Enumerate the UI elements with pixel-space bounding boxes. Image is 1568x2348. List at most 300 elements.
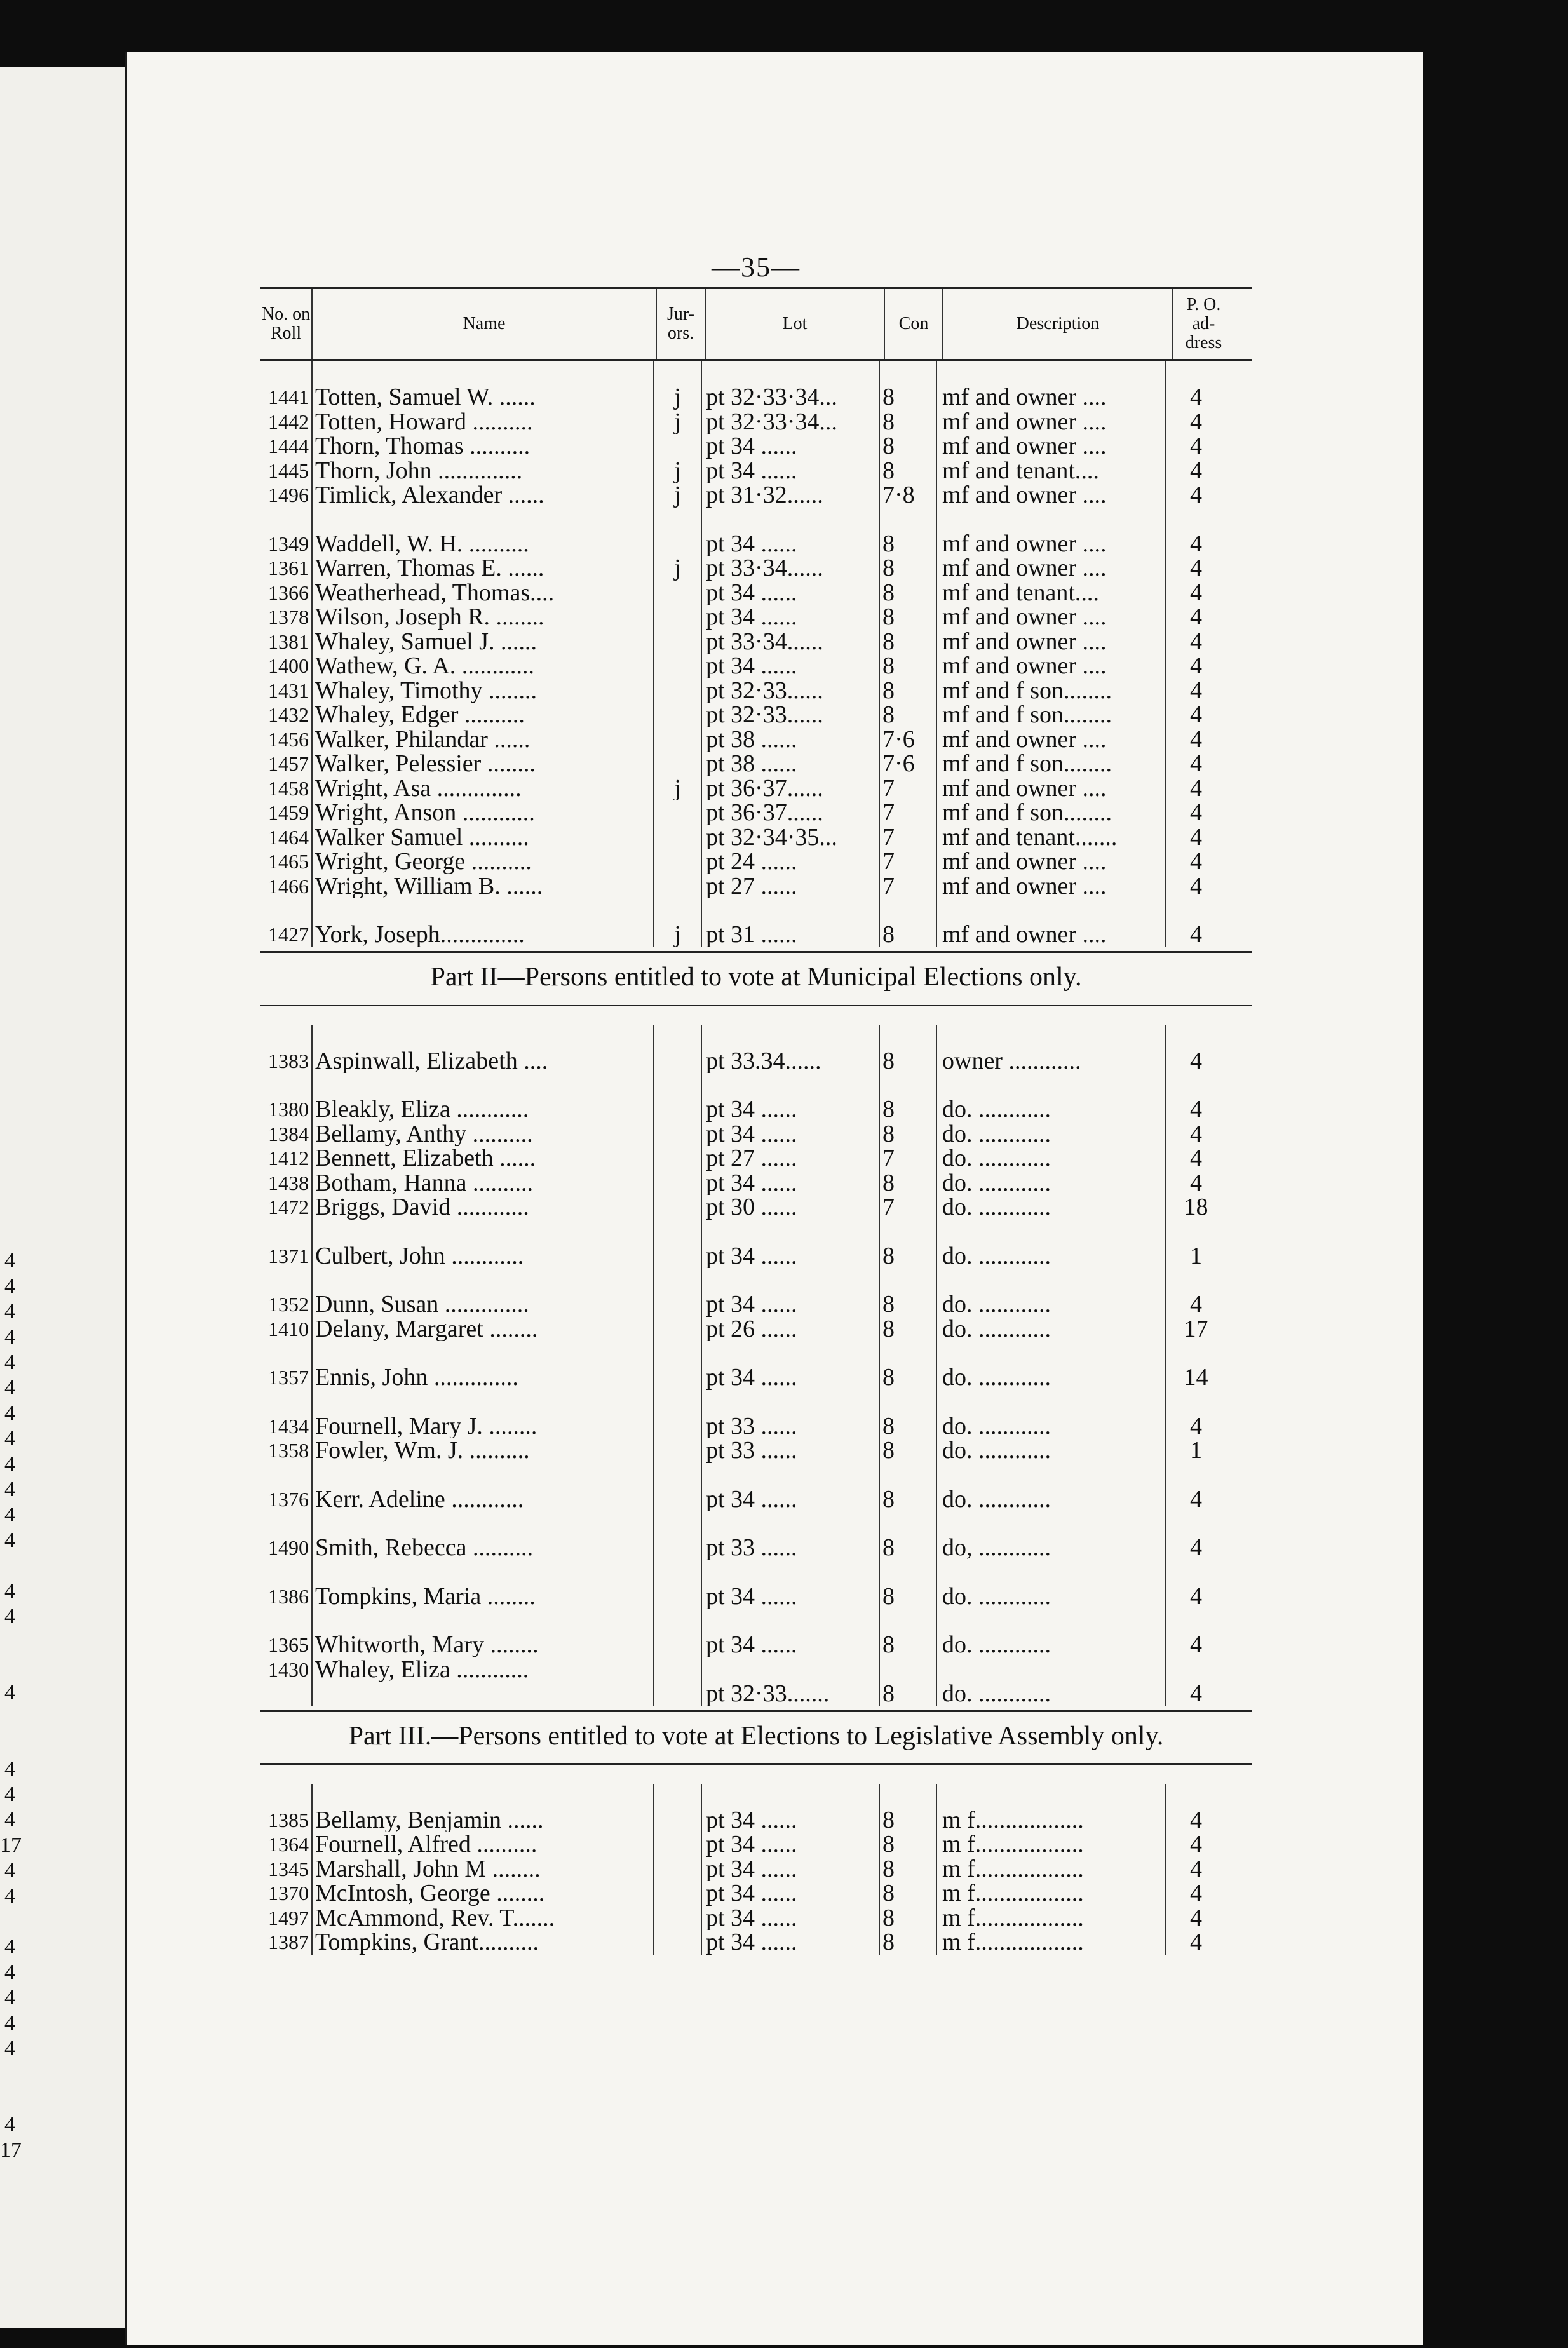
- roll-number: 1466: [268, 874, 309, 898]
- description: do. ............: [937, 1171, 1166, 1196]
- table-row: [260, 752, 1252, 776]
- part1-rows: [260, 361, 1252, 947]
- lot-number: pt 27 ......: [702, 1146, 880, 1171]
- lot-number: pt 34 ......: [702, 1171, 880, 1196]
- roll-number: 1385: [268, 1808, 309, 1832]
- facing-page-number: [0, 2061, 15, 2087]
- lot-number: pt 34 ......: [702, 1808, 880, 1833]
- juror-mark: [654, 1657, 702, 1682]
- lot-number: pt 31 ......: [702, 922, 880, 947]
- po-address: 4: [1190, 1633, 1202, 1657]
- table-row: [260, 1881, 1252, 1906]
- voter-name: Wilson, Joseph R. ........: [311, 605, 654, 630]
- concession: 7: [880, 800, 937, 825]
- roll-number: 1378: [268, 605, 309, 628]
- po-address: 4: [1190, 1682, 1202, 1706]
- part3-rows: [260, 1784, 1252, 1955]
- po-address: 4: [1190, 1535, 1202, 1560]
- lot-number: [702, 1657, 880, 1682]
- description: do. ............: [937, 1584, 1166, 1609]
- voter-name: Wathew, G. A. ............: [311, 654, 654, 678]
- juror-mark: [654, 1808, 702, 1833]
- po-address: 4: [1190, 776, 1202, 800]
- concession: 8: [880, 385, 937, 410]
- juror-mark: [654, 1930, 702, 1955]
- po-address: 17: [1184, 1316, 1208, 1341]
- facing-page-number: 4: [4, 1808, 15, 1832]
- roll-number: 1376: [268, 1487, 309, 1511]
- facing-page-number: 4: [4, 1935, 15, 1959]
- concession: 8: [880, 1857, 937, 1882]
- voter-name: Thorn, Thomas ..........: [311, 434, 654, 459]
- facing-page-number: 4: [4, 1249, 15, 1272]
- juror-mark: j: [654, 556, 702, 581]
- voter-name: Whaley, Edger ..........: [311, 703, 654, 727]
- lot-number: pt 33·34......: [702, 630, 880, 654]
- concession: 8: [880, 1808, 937, 1833]
- concession: 8: [880, 630, 937, 654]
- concession: 8: [880, 1414, 937, 1439]
- voter-name: Culbert, John ............: [311, 1244, 654, 1269]
- concession: 8: [880, 1535, 937, 1560]
- voter-name: Tompkins, Grant..........: [311, 1930, 654, 1955]
- voter-name: Fowler, Wm. J. ..........: [311, 1438, 654, 1463]
- table-row: [260, 1487, 1252, 1512]
- voter-name: Totten, Howard ..........: [311, 410, 654, 435]
- roll-number: 1383: [268, 1049, 309, 1072]
- concession: 8: [880, 605, 937, 630]
- lot-number: pt 32·33·34...: [702, 385, 880, 410]
- voter-name: Dunn, Susan ..............: [311, 1292, 654, 1317]
- facing-page-number: 4: [4, 2011, 15, 2035]
- facing-page-number: 4: [4, 1859, 15, 1882]
- facing-page-number: [0, 1655, 15, 1680]
- table-row: [260, 1438, 1252, 1463]
- group-spacer: [260, 1341, 1252, 1365]
- facing-page-number: 4: [4, 1351, 15, 1374]
- description: mf and f son........: [937, 703, 1166, 727]
- concession: 8: [880, 459, 937, 483]
- description: do. ............: [937, 1487, 1166, 1512]
- roll-number: 1364: [268, 1833, 309, 1856]
- concession: 8: [880, 678, 937, 703]
- roll-number: 1386: [268, 1584, 309, 1608]
- facing-page-number: 4: [4, 2037, 15, 2060]
- po-address: 4: [1190, 727, 1202, 752]
- table-row: [260, 1317, 1252, 1342]
- voter-name: Wright, Anson ............: [311, 800, 654, 825]
- roll-number: 1472: [268, 1196, 309, 1218]
- voter-name: Fournell, Alfred ..........: [311, 1832, 654, 1857]
- description: mf and owner ....: [937, 556, 1166, 581]
- po-address: 1: [1190, 1243, 1202, 1268]
- juror-mark: [654, 1832, 702, 1857]
- part2-rows: [260, 1025, 1252, 1706]
- voter-name: Bleakly, Eliza ............: [311, 1097, 654, 1122]
- roll-number: 1444: [268, 435, 309, 457]
- facing-page-number: 4: [4, 1452, 15, 1476]
- concession: 8: [880, 1292, 937, 1317]
- concession: 7: [880, 776, 937, 801]
- juror-mark: [654, 434, 702, 459]
- description: mf and owner ....: [937, 727, 1166, 752]
- table-row: [260, 581, 1252, 605]
- description: do. ............: [937, 1122, 1166, 1147]
- voter-name: Weatherhead, Thomas....: [311, 581, 654, 605]
- juror-mark: [654, 678, 702, 703]
- table-row: [260, 630, 1252, 654]
- juror-mark: [654, 1438, 702, 1463]
- lot-number: pt 33 ......: [702, 1414, 880, 1439]
- juror-mark: [654, 874, 702, 899]
- table-row: [260, 703, 1252, 727]
- roll-number: 1410: [268, 1317, 309, 1340]
- facing-page-number: 17: [0, 2138, 22, 2162]
- lot-number: pt 38 ......: [702, 727, 880, 752]
- roll-number: 1371: [268, 1244, 309, 1267]
- description: mf and f son........: [937, 800, 1166, 825]
- lot-number: pt 32·33......: [702, 678, 880, 703]
- concession: 7·6: [880, 727, 937, 752]
- table-row: [260, 849, 1252, 874]
- voter-name: Warren, Thomas E. ......: [311, 556, 654, 581]
- description: m f..................: [937, 1906, 1166, 1931]
- concession: 7: [880, 874, 937, 899]
- voter-name: Totten, Samuel W. ......: [311, 385, 654, 410]
- voter-name: [311, 1682, 654, 1706]
- juror-mark: [654, 1122, 702, 1147]
- juror-mark: [654, 752, 702, 776]
- voter-name: Wright, George ..........: [311, 849, 654, 874]
- roll-number: 1496: [268, 483, 309, 506]
- juror-mark: [654, 1906, 702, 1931]
- facing-page-number: 4: [4, 1757, 15, 1781]
- facing-page-number: 4: [4, 1528, 15, 1552]
- juror-mark: j: [654, 776, 702, 801]
- facing-page-number: 4: [4, 1325, 15, 1349]
- facing-page-number: 4: [4, 1427, 15, 1450]
- po-address: 4: [1190, 1292, 1202, 1317]
- po-address: 4: [1190, 1487, 1202, 1511]
- roll-number: 1441: [268, 386, 309, 408]
- concession: 7: [880, 825, 937, 850]
- description: mf and f son........: [937, 752, 1166, 776]
- table-row: [260, 776, 1252, 801]
- concession: 8: [880, 1930, 937, 1955]
- table-row: [260, 1535, 1252, 1560]
- voters-list-table: [260, 287, 1252, 1955]
- lot-number: pt 34 ......: [702, 459, 880, 483]
- voter-name: Walker, Philandar ......: [311, 727, 654, 752]
- voter-name: Waddell, W. H. ..........: [311, 532, 654, 557]
- description: m f..................: [937, 1857, 1166, 1882]
- po-address: 4: [1190, 1414, 1202, 1438]
- description: m f..................: [937, 1808, 1166, 1833]
- facing-page-number: 4: [4, 1401, 15, 1425]
- po-address: 4: [1190, 1832, 1202, 1857]
- header-lot: Lot: [706, 289, 885, 359]
- facing-page-number: 17: [0, 1833, 22, 1857]
- table-row: [260, 1657, 1252, 1682]
- description: mf and owner ....: [937, 605, 1166, 630]
- description: mf and tenant....: [937, 459, 1166, 483]
- concession: 8: [880, 1633, 937, 1657]
- description: m f..................: [937, 1881, 1166, 1906]
- roll-number: 1432: [268, 703, 309, 726]
- table-row: [260, 1857, 1252, 1882]
- juror-mark: [654, 849, 702, 874]
- group-spacer: [260, 1609, 1252, 1633]
- juror-mark: [654, 1857, 702, 1882]
- description: do. ............: [937, 1633, 1166, 1657]
- po-address: 4: [1190, 409, 1202, 434]
- group-spacer: [260, 361, 1252, 385]
- table-row: [260, 922, 1252, 947]
- facing-page-number: 4: [4, 1274, 15, 1298]
- header-po-address: P. O. ad- dress: [1185, 295, 1222, 353]
- po-address: 4: [1190, 385, 1202, 410]
- voter-name: Wright, William B. ......: [311, 874, 654, 899]
- description: do. ............: [937, 1195, 1166, 1220]
- description: do. ............: [937, 1317, 1166, 1342]
- table-row: [260, 1584, 1252, 1609]
- lot-number: pt 34 ......: [702, 1244, 880, 1269]
- juror-mark: [654, 1535, 702, 1560]
- table-row: [260, 1808, 1252, 1833]
- facing-page-number: [0, 1706, 15, 1731]
- concession: 7: [880, 1146, 937, 1171]
- po-address: 4: [1190, 605, 1202, 630]
- concession: 8: [880, 1438, 937, 1463]
- table-row: [260, 532, 1252, 557]
- roll-number: 1458: [268, 776, 309, 800]
- lot-number: pt 34 ......: [702, 1930, 880, 1955]
- description: do. ............: [937, 1292, 1166, 1317]
- roll-number: 1365: [268, 1633, 309, 1656]
- concession: 8: [880, 1487, 937, 1512]
- juror-mark: [654, 1487, 702, 1512]
- lot-number: pt 26 ......: [702, 1317, 880, 1342]
- voter-name: Ennis, John ..............: [311, 1365, 654, 1390]
- header-name: Name: [313, 289, 657, 359]
- table-row: [260, 1832, 1252, 1857]
- juror-mark: [654, 800, 702, 825]
- lot-number: pt 34 ......: [702, 1097, 880, 1122]
- lot-number: pt 27 ......: [702, 874, 880, 899]
- po-address: 4: [1190, 1584, 1202, 1609]
- header-jurors: Jur- ors.: [657, 289, 706, 359]
- po-address: 4: [1190, 1170, 1202, 1195]
- concession: 8: [880, 1122, 937, 1147]
- roll-number: 1349: [268, 532, 309, 555]
- juror-mark: [654, 605, 702, 630]
- description: do. ............: [937, 1414, 1166, 1439]
- voter-name: Whaley, Eliza ............: [311, 1657, 654, 1682]
- po-address: 4: [1190, 1856, 1202, 1881]
- voter-name: York, Joseph..............: [311, 922, 654, 947]
- table-header: [260, 287, 1252, 361]
- table-row: [260, 1195, 1252, 1220]
- voter-name: Tompkins, Maria ........: [311, 1584, 654, 1609]
- description: do. ............: [937, 1146, 1166, 1171]
- juror-mark: [654, 1881, 702, 1906]
- voter-name: Timlick, Alexander ......: [311, 483, 654, 508]
- lot-number: pt 24 ......: [702, 849, 880, 874]
- lot-number: pt 33 ......: [702, 1535, 880, 1560]
- lot-number: pt 33.34......: [702, 1049, 880, 1074]
- table-row: [260, 654, 1252, 678]
- juror-mark: [654, 1682, 702, 1706]
- juror-mark: [654, 1584, 702, 1609]
- po-address: 4: [1190, 703, 1202, 727]
- lot-number: pt 34 ......: [702, 1487, 880, 1512]
- concession: 8: [880, 1365, 937, 1390]
- roll-number: 1430: [268, 1657, 309, 1681]
- lot-number: pt 31·32......: [702, 483, 880, 508]
- description: mf and owner ....: [937, 434, 1166, 459]
- roll-number: 1497: [268, 1906, 309, 1929]
- po-address: 4: [1190, 825, 1202, 849]
- po-address: [1166, 1657, 1226, 1682]
- group-spacer: [260, 1560, 1252, 1584]
- juror-mark: [654, 1365, 702, 1390]
- po-address: 4: [1190, 1905, 1202, 1930]
- po-address: 4: [1190, 678, 1202, 703]
- concession: 8: [880, 1171, 937, 1196]
- table-row: [260, 1682, 1252, 1706]
- juror-mark: [654, 1317, 702, 1342]
- facing-page-po-column: [0, 1248, 22, 2163]
- facing-page-number: 4: [4, 1960, 15, 1984]
- roll-number: 1412: [268, 1147, 309, 1170]
- roll-number: 1370: [268, 1882, 309, 1905]
- roll-number: 1384: [268, 1122, 309, 1145]
- concession: 8: [880, 1584, 937, 1609]
- facing-page-number: [0, 1909, 15, 1934]
- description: mf and f son........: [937, 678, 1166, 703]
- roll-number: 1366: [268, 581, 309, 604]
- description: do. ............: [937, 1365, 1166, 1390]
- part2-title: Part II—Persons entitled to vote at Municipal Elections only.: [260, 951, 1252, 1006]
- juror-mark: [654, 654, 702, 678]
- group-spacer: [260, 1784, 1252, 1808]
- table-row: [260, 727, 1252, 752]
- description: mf and owner ....: [937, 630, 1166, 654]
- concession: 7·8: [880, 483, 937, 508]
- table-row: [260, 1292, 1252, 1317]
- concession: 8: [880, 703, 937, 727]
- juror-mark: [654, 703, 702, 727]
- facing-page-number: 4: [4, 1478, 15, 1501]
- lot-number: pt 34 ......: [702, 532, 880, 557]
- roll-number: 1427: [268, 923, 309, 946]
- table-row: [260, 459, 1252, 483]
- po-address: 4: [1190, 922, 1202, 947]
- po-address: 4: [1190, 458, 1202, 483]
- concession: 7: [880, 1195, 937, 1220]
- description: mf and owner ....: [937, 385, 1166, 410]
- lot-number: pt 34 ......: [702, 1292, 880, 1317]
- voter-name: Walker Samuel ..........: [311, 825, 654, 850]
- table-row: [260, 1171, 1252, 1196]
- facing-page-number: [0, 2087, 15, 2112]
- facing-page-fragment: [0, 67, 127, 2328]
- description: m f..................: [937, 1930, 1166, 1955]
- voter-name: Aspinwall, Elizabeth ....: [311, 1049, 654, 1074]
- concession: 7·6: [880, 752, 937, 776]
- facing-page-number: 4: [4, 1376, 15, 1400]
- voter-name: Bennett, Elizabeth ......: [311, 1146, 654, 1171]
- group-spacer: [260, 1268, 1252, 1292]
- po-address: 4: [1190, 1097, 1202, 1122]
- concession: 8: [880, 922, 937, 947]
- po-address: 4: [1190, 1930, 1202, 1955]
- facing-page-number: [0, 1553, 15, 1579]
- header-description: Description: [943, 289, 1173, 359]
- roll-number: 1457: [268, 752, 309, 775]
- juror-mark: [654, 1049, 702, 1074]
- lot-number: pt 34 ......: [702, 1906, 880, 1931]
- voter-name: Bellamy, Anthy ..........: [311, 1122, 654, 1147]
- description: mf and owner ....: [937, 776, 1166, 801]
- po-address: 4: [1190, 800, 1202, 825]
- voter-name: Kerr. Adeline ............: [311, 1487, 654, 1512]
- facing-page-number: 4: [4, 1681, 15, 1704]
- juror-mark: [654, 727, 702, 752]
- table-row: [260, 556, 1252, 581]
- voter-name: Bellamy, Benjamin ......: [311, 1808, 654, 1833]
- roll-number: 1400: [268, 654, 309, 677]
- lot-number: pt 38 ......: [702, 752, 880, 776]
- facing-page-number: 4: [4, 1300, 15, 1323]
- po-address: 4: [1190, 580, 1202, 605]
- roll-number: 1387: [268, 1931, 309, 1953]
- voter-name: McIntosh, George ........: [311, 1881, 654, 1906]
- juror-mark: [654, 1097, 702, 1122]
- juror-mark: [654, 1146, 702, 1171]
- po-address: 4: [1190, 1881, 1202, 1906]
- table-row: [260, 483, 1252, 508]
- juror-mark: [654, 825, 702, 850]
- juror-mark: [654, 581, 702, 605]
- roll-number: 1381: [268, 630, 309, 653]
- po-address: 4: [1190, 556, 1202, 581]
- roll-number: 1357: [268, 1366, 309, 1389]
- table-row: [260, 1365, 1252, 1390]
- po-address: 4: [1190, 531, 1202, 556]
- voter-name: Fournell, Mary J. ........: [311, 1414, 654, 1439]
- voter-name: Walker, Pelessier ........: [311, 752, 654, 776]
- facing-page-number: 4: [4, 2113, 15, 2136]
- roll-number: 1434: [268, 1414, 309, 1438]
- lot-number: pt 34 ......: [702, 581, 880, 605]
- group-spacer: [260, 1463, 1252, 1487]
- concession: 8: [880, 1317, 937, 1342]
- description: mf and owner ....: [937, 922, 1166, 947]
- description: do. ............: [937, 1438, 1166, 1463]
- lot-number: pt 34 ......: [702, 1832, 880, 1857]
- voter-name: Whaley, Samuel J. ......: [311, 630, 654, 654]
- concession: 8: [880, 1244, 937, 1269]
- concession: 8: [880, 581, 937, 605]
- lot-number: pt 33 ......: [702, 1438, 880, 1463]
- concession: 8: [880, 532, 937, 557]
- description: mf and owner ....: [937, 849, 1166, 874]
- lot-number: pt 33·34......: [702, 556, 880, 581]
- voter-name: Botham, Hanna ..........: [311, 1171, 654, 1196]
- table-row: [260, 434, 1252, 459]
- group-spacer: [260, 898, 1252, 922]
